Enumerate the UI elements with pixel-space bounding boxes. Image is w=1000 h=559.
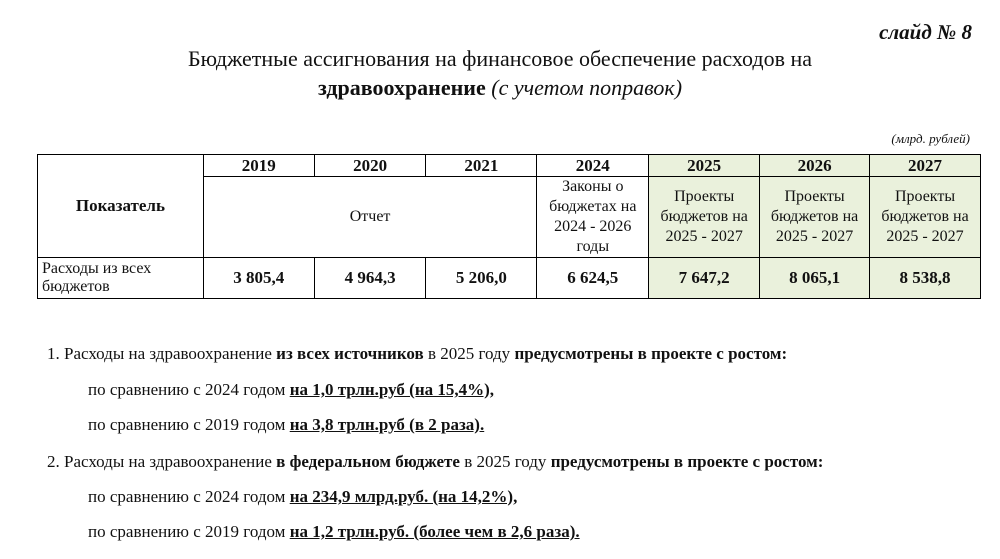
report-label: Отчет — [203, 177, 536, 258]
budget-table — [37, 154, 981, 299]
year-2020: 2020 — [314, 155, 426, 177]
table-header-row — [38, 155, 981, 177]
slide-number: слайд № 8 — [879, 20, 972, 44]
value-2025: 7 647,2 — [649, 258, 760, 299]
year-2024: 2024 — [537, 155, 649, 177]
note-1b — [88, 415, 484, 435]
title-italic: (с учетом поправок) — [491, 75, 683, 100]
indicator-header: Показатель — [38, 155, 204, 258]
year-2019: 2019 — [203, 155, 314, 177]
note-1-bold2: предусмотрены в проекте с ростом: — [514, 344, 788, 363]
note-2-prefix: 2. Расходы на здравоохранение — [47, 452, 272, 471]
note-1b-value: на 3,8 трлн.руб (в 2 раза). — [289, 415, 485, 434]
note-2b-prefix: по сравнению с 2019 годом — [88, 522, 286, 541]
note-1a-value: на 1,0 трлн.руб (на 15,4%), — [289, 380, 495, 399]
page-title — [0, 44, 1000, 102]
title-line-1: Бюджетные ассигнования на финансовое обеспечение расходов на — [187, 46, 813, 71]
units-label: (млрд. рублей) — [891, 131, 970, 146]
note-1a-prefix: по сравнению с 2024 годом — [88, 380, 286, 399]
value-2026: 8 065,1 — [760, 258, 870, 299]
project-label-2026: Проекты бюджетов на 2025 - 2027 — [760, 177, 870, 258]
note-1-mid: в 2025 году — [427, 344, 511, 363]
note-1-bold: из всех источников — [276, 344, 424, 363]
value-2019: 3 805,4 — [203, 258, 314, 299]
note-2a-prefix: по сравнению с 2024 годом — [88, 487, 286, 506]
year-2021: 2021 — [426, 155, 537, 177]
note-2-bold: в федеральном бюджете — [276, 452, 460, 471]
value-2020: 4 964,3 — [314, 258, 426, 299]
project-label-2027: Проекты бюджетов на 2025 - 2027 — [870, 177, 981, 258]
value-2024: 6 624,5 — [537, 258, 649, 299]
law-label: Законы о бюджетах на 2024 - 2026 годы — [537, 177, 649, 258]
title-line-2 — [0, 73, 1000, 102]
note-2-bold2: предусмотрены в проекте с ростом: — [550, 452, 824, 471]
note-2a — [88, 487, 517, 507]
note-2 — [47, 452, 823, 472]
value-2021: 5 206,0 — [426, 258, 537, 299]
value-2027: 8 538,8 — [870, 258, 981, 299]
note-1a — [88, 380, 494, 400]
title-bold: здравоохранение — [317, 75, 486, 100]
note-1-prefix: 1. Расходы на здравоохранение — [47, 344, 272, 363]
table-row — [38, 258, 981, 299]
note-2b — [88, 522, 580, 542]
year-2025: 2025 — [649, 155, 760, 177]
note-2a-value: на 234,9 млрд.руб. (на 14,2%), — [289, 487, 518, 506]
note-2-mid: в 2025 году — [464, 452, 547, 471]
note-2b-value: на 1,2 трлн.руб. (более чем в 2,6 раза). — [289, 522, 580, 541]
note-1 — [47, 344, 787, 364]
project-label-2025: Проекты бюджетов на 2025 - 2027 — [649, 177, 760, 258]
row-label: Расходы из всех бюджетов — [38, 258, 204, 299]
note-1b-prefix: по сравнению с 2019 годом — [88, 415, 286, 434]
year-2027: 2027 — [870, 155, 981, 177]
year-2026: 2026 — [760, 155, 870, 177]
